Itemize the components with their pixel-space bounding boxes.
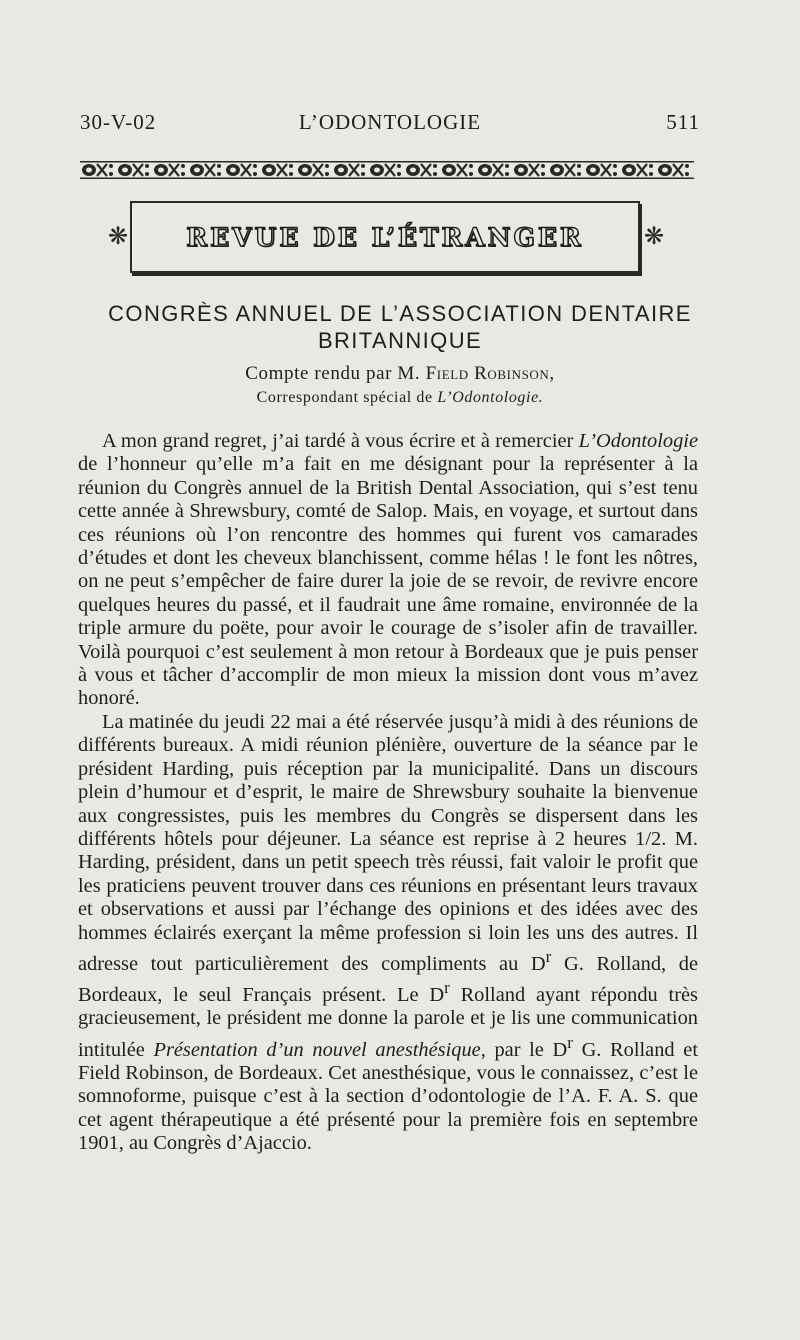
ornament-band	[80, 160, 694, 180]
section-title: REVUE DE L’ÉTRANGER	[186, 223, 584, 252]
running-head	[80, 110, 700, 140]
byline	[60, 363, 740, 385]
p2-b: G. Rolland, de Bordeaux, le seul Français présent. Le D	[78, 952, 698, 1006]
headline-line-1: CONGRÈS ANNUEL DE L’ASSOCIATION DENTAIRE	[108, 301, 692, 326]
p2-title: Présentation d’un nouvel anesthésique	[153, 1038, 481, 1061]
correspondent-journal: L’Odontologie.	[437, 389, 544, 406]
issue-date: 30-V-02	[80, 110, 157, 134]
correspondent-line	[60, 389, 740, 407]
p2-sup-2: r	[444, 978, 450, 998]
p1-rest: de l’honneur qu’elle m’a fait en me désignant pour la représenter à la réunion du Congrès annuel de la British Dental Association, qui s’est tenu cette année à Shrewsbury, comté de Salop. Mais, en voyage, et surtout dans ces réunions où l’on rencontre des hommes qui furent vos camarades d’études et dont les cheveux blanchissent, comme hélas ! le font les nôtres, on ne peut s’empêcher de faire durer la joie de se revoir, de revivre encore quelques heures du passé, et il faudrait une âme romaine, environnée de la triple armure du poëte, pour avoir le courage de s’isoler afin de travailler. Voilà pourquoi c’est seulement à mon retour à Bordeaux que je puis penser à vous et tâcher d’accomplir de mon mieux la mission dont vous m’avez honoré.	[78, 453, 698, 710]
article-headline	[60, 300, 740, 354]
article-body	[78, 430, 698, 1156]
p1-start: A mon grand regret, j’ai tardé à vous écrire et à remercier	[102, 430, 574, 452]
p2-sup-1: r	[545, 946, 552, 966]
p2-a: La matinée du jeudi 22 mai a été réservée jusqu’à midi à des réunions de différents bureaux. A midi réunion plénière, ouverture de la séance par le président Harding, puis réception par la municipalité. Dans un discours plein d’humour et d’esprit, le maire de Shrewsbury souhaite la bienvenue aux congressistes, puis les membres du Congrès se dispersent dans les différents hôtels pour déjeuner. La séance est reprise à 2 heures 1/2. M. Harding, président, dans un petit speech très réussi, fait valoir le profit que les praticiens peuvent trouver dans ces réunions en présentant leurs travaux et observations et aussi par l’échange des opinions et des idées avec des hommes éclairés exerçant la même profession si loin les uns des autres. Il adresse tout particulièrement des compliments au D	[78, 710, 698, 975]
headline-line-2: BRITANNIQUE	[317, 328, 483, 353]
page-number: 511	[666, 110, 700, 134]
paragraph-2	[78, 711, 698, 1156]
p2-c: Rolland ayant répondu très gracieusement, le président me donne la parole et je lis une communication intitulée	[78, 983, 698, 1061]
p2-e: G. Rolland et Field Robinson, de Bordeaux. Cet anesthésique, vous le connaissez, c’est le somnoforme, puisque c’est à la section d’odontologie de l’A. F. A. S. que cet agent thérapeutique a été présenté pour la première fois en septembre 1901, au Congrès d’Ajaccio.	[78, 1038, 698, 1155]
byline-prefix: Compte rendu par M.	[245, 363, 421, 384]
byline-author: Field Robinson,	[425, 363, 555, 384]
journal-title: L’ODONTOLOGIE	[298, 110, 482, 134]
p1-journal: L’Odontologie	[578, 430, 698, 452]
p2-sup-3: r	[567, 1032, 573, 1052]
correspondent-prefix: Correspondant spécial de	[256, 389, 433, 406]
flourish-left-icon: ❋	[108, 224, 129, 250]
paragraph-1	[78, 430, 698, 711]
section-banner	[130, 201, 640, 273]
flourish-right-icon: ❋	[644, 224, 665, 250]
p2-d: , par le D	[480, 1038, 568, 1061]
